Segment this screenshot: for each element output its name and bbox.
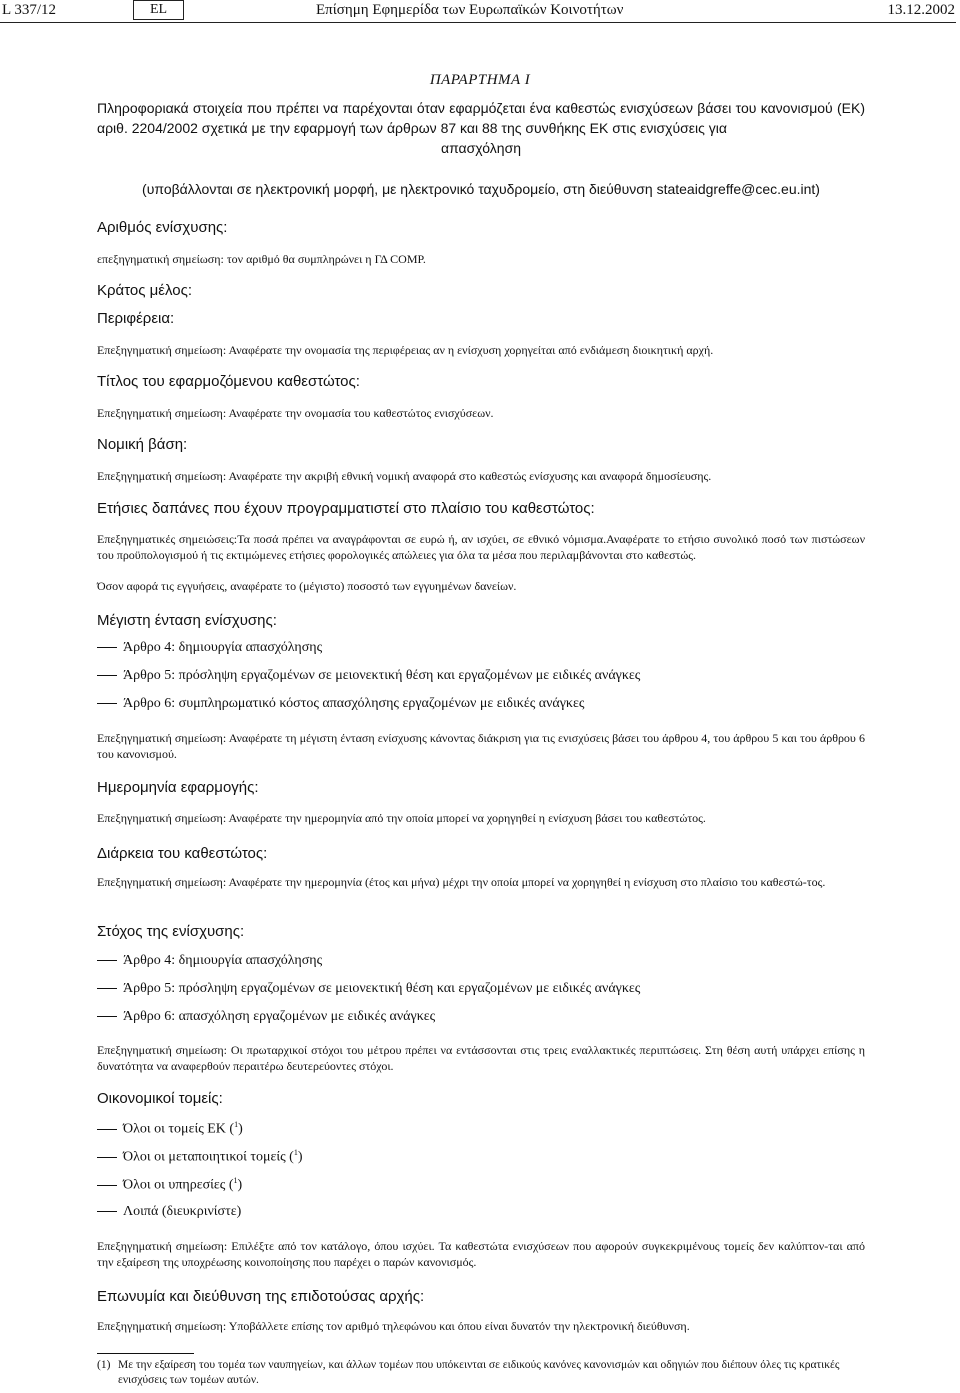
- dash-icon: [97, 1129, 117, 1130]
- journal-title: Επίσημη Εφημερίδα των Ευρωπαϊκών Κοινοτήτων: [316, 2, 624, 18]
- heading-region: Περιφέρεια:: [97, 310, 175, 327]
- note-duration: Επεξηγηματική σημείωση: Αναφέρατε την ημερομηνία (έτος και μήνα) μέχρι την οποία μπορεί να χορηγηθεί η ενίσχυση στο πλαίσιο του καθεστώ-τος.: [97, 875, 826, 889]
- dash-icon: [97, 1157, 117, 1158]
- heading-annual-expenditure: Ετήσιες δαπάνες που έχουν προγραμματιστεί στο πλαίσιο του καθεστώτος:: [97, 500, 595, 517]
- publication-date: 13.12.2002: [887, 2, 955, 18]
- heading-aid-number: Αριθμός ενίσχυσης:: [97, 219, 228, 236]
- note-granting-authority: Επεξηγηματική σημείωση: Υποβάλλετε επίσης τον αριθμό τηλεφώνου και όπου είναι δυνατόν την ηλεκτρονική διεύθυνση.: [97, 1319, 690, 1333]
- note-scheme-title: Επεξηγηματική σημείωση: Αναφέρατε την ονομασία του καθεστώτος ενισχύσεων.: [97, 406, 494, 420]
- submission-instructions: (υποβάλλονται σε ηλεκτρονική μορφή, με ηλεκτρονικό ταχυδρομείο, στη διεύθυνση stateaidgreffe@cec.eu.int): [142, 181, 820, 197]
- heading-max-intensity: Μέγιστη ένταση ενίσχυσης:: [97, 612, 277, 629]
- heading-legal-basis: Νομική βάση:: [97, 436, 188, 453]
- list-item: Όλοι οι υπηρεσίες ($^1$): [97, 1176, 242, 1194]
- journal-header: [0, 0, 960, 24]
- note-annual-expenditure: Επεξηγηματικές σημειώσεις:Τα ποσά πρέπει να αναγράφονται σε ευρώ ή, αν ισχύει, σε εθνικό νόμισμα.Αναφέρατε το ετήσιο συνολικό ποσό των πιστώσεων του προϋπολογισμού ή τις εκτιμώμενες ετήσιες φορολογικές απώλειες για όλα τα μέσα που περιλαμβάνονται στο καθεστώς.: [97, 532, 865, 562]
- dash-icon: [97, 1211, 117, 1212]
- heading-sectors: Οικονομικοί τομείς:: [97, 1090, 223, 1107]
- note-objective: Επεξηγηματική σημείωση: Οι πρωταρχικοί στόχοι του μέτρου πρέπει να εντάσσονται στις τρεις εναλλακτικές περιπτώσεις. Στη θέση αυτή υπάρχει επίσης η δυνατότητα να αναφερθούν περαιτέρω δευτερεύοντες στόχοι.: [97, 1043, 865, 1073]
- dash-icon: [97, 1185, 117, 1186]
- list-item: Άρθρο 4: δημιουργία απασχόλησης: [97, 640, 322, 656]
- footnote: [97, 1358, 865, 1388]
- note-max-intensity: Επεξηγηματική σημείωση: Αναφέρατε τη μέγιστη ένταση ενίσχυσης κάνοντας διάκριση για τις ενισχύσεις βάσει του άρθρου 4, του άρθρου 5 και του άρθρου 6 του κανονισμού.: [97, 731, 865, 761]
- footnote-divider: [97, 1353, 194, 1354]
- list-item: Άρθρο 5: πρόσληψη εργαζομένων σε μειονεκτική θέση και εργαζομένων με ειδικές ανάγκες: [97, 981, 640, 997]
- heading-member-state: Κράτος μέλος:: [97, 282, 193, 299]
- note-aid-number: επεξηγηματική σημείωση: τον αριθμό θα συμπληρώνει η ΓΔ COMP.: [97, 252, 426, 266]
- list-item: Όλοι οι τομείς ΕΚ ($^1$): [97, 1120, 243, 1138]
- list-item: Άρθρο 5: πρόσληψη εργαζομένων σε μειονεκτική θέση και εργαζομένων με ειδικές ανάγκες: [97, 668, 640, 684]
- language-badge: EL: [133, 0, 184, 20]
- dash-icon: [97, 988, 117, 989]
- dash-icon: [97, 647, 117, 648]
- note-sectors: Επεξηγηματική σημείωση: Επιλέξτε από τον κατάλογο, όπου ισχύει. Τα καθεστώτα ενισχύσεων που αφορούν συγκεκριμένους τομείς δεν καλύπτον-ται από την εξαίρεση της υποχρέωσης κοινοποίησης που παρέχει ο παρών κανονισμός.: [97, 1239, 865, 1269]
- header-divider: [0, 22, 956, 23]
- footnote-mark: (1): [97, 1359, 111, 1371]
- note-legal-basis: Επεξηγηματική σημείωση: Αναφέρατε την ακριβή εθνική νομική αναφορά στο καθεστώς ενίσχυσης και αναφορά δημοσίευσης.: [97, 469, 712, 483]
- page-reference: L 337/12: [2, 2, 57, 18]
- heading-duration: Διάρκεια του καθεστώτος:: [97, 845, 268, 862]
- list-item: Άρθρο 4: δημιουργία απασχόλησης: [97, 953, 322, 969]
- list-item: Όλοι οι μεταποιητικοί τομείς ($^1$): [97, 1148, 303, 1166]
- dash-icon: [97, 703, 117, 704]
- dash-icon: [97, 675, 117, 676]
- heading-objective: Στόχος της ενίσχυσης:: [97, 923, 245, 940]
- list-item: Άρθρο 6: συμπληρωματικό κόστος απασχόλησης εργαζομένων με ειδικές ανάγκες: [97, 696, 584, 712]
- intro-line-2: απασχόληση: [441, 140, 521, 156]
- dash-icon: [97, 960, 117, 961]
- heading-scheme-title: Τίτλος του εφαρμοζόμενου καθεστώτος:: [97, 373, 360, 390]
- dash-icon: [97, 1016, 117, 1017]
- intro-line-1: Πληροφοριακά στοιχεία που πρέπει να παρέχονται όταν εφαρμόζεται ένα καθεστώς ενισχύσεων βάσει του κανονισμού (ΕΚ) αριθ. 2204/2002 σχετικά με την εφαρμογή των άρθρων 87 και 88 της συνθήκης ΕΚ στις ενισχύσεις για: [97, 100, 865, 136]
- footnote-text: Με την εξαίρεση του τομέα των ναυπηγείων, και άλλων τομέων που υπόκεινται σε ειδικούς κανόνες κανονισμών και οδηγιών που διέπουν όλες τις κρατικές ενισχύσεις των τομέων αυτών.: [118, 1359, 840, 1386]
- heading-granting-authority: Επωνυμία και διεύθυνση της επιδοτούσας αρχής:: [97, 1288, 425, 1305]
- note-region: Επεξηγηματική σημείωση: Αναφέρατε την ονομασία της περιφέρειας αν η ενίσχυση χορηγείται από ενδιάμεση διοικητική αρχή.: [97, 343, 714, 357]
- intro-heading: [97, 98, 865, 158]
- note-implementation-date: Επεξηγηματική σημείωση: Αναφέρατε την ημερομηνία από την οποία μπορεί να χορηγηθεί η ενίσχυση βάσει του καθεστώτος.: [97, 811, 706, 825]
- list-item: Άρθρο 6: απασχόληση εργαζομένων με ειδικές ανάγκες: [97, 1009, 435, 1025]
- heading-implementation-date: Ημερομηνία εφαρμογής:: [97, 779, 259, 796]
- list-item: Λοιπά (διευκρινίστε): [97, 1204, 241, 1220]
- annex-title: ΠΑΡΑΡΤΗΜΑ I: [429, 72, 531, 88]
- note-guarantees: Όσον αφορά τις εγγυήσεις, αναφέρατε το (μέγιστο) ποσοστό των εγγυημένων δανείων.: [97, 579, 517, 593]
